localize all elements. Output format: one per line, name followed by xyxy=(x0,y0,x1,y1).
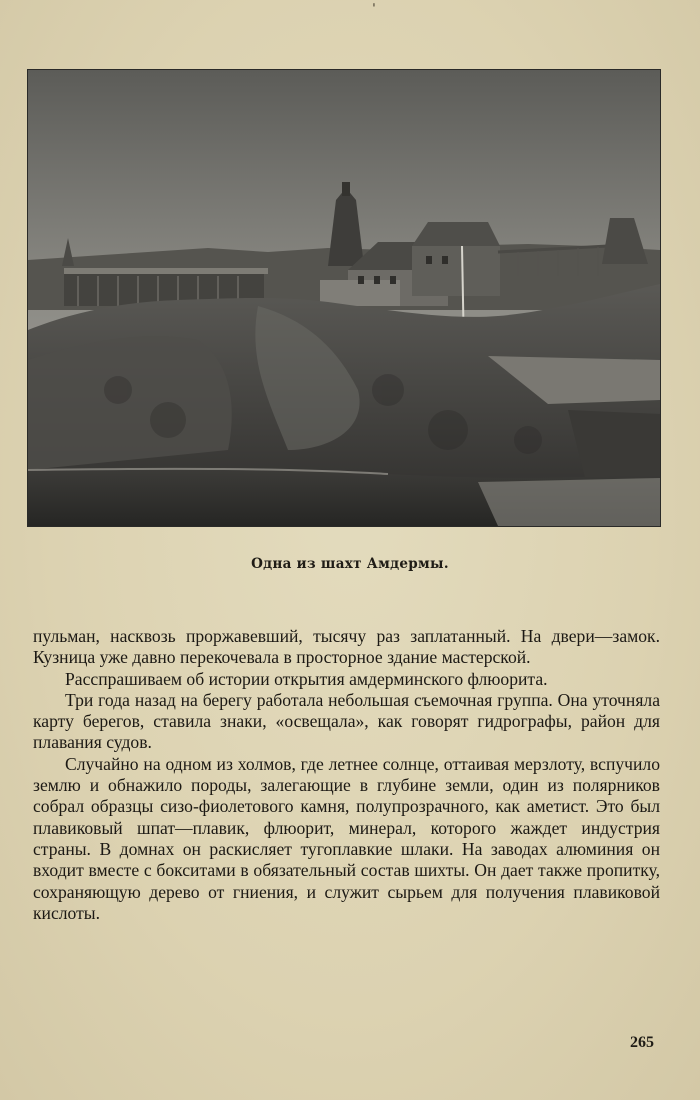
paragraph: Расспрашиваем об истории открытия амдерминского флюорита. xyxy=(65,668,548,689)
speck: ˈ xyxy=(372,2,376,18)
paragraph: пульман, насквозь проржавевший, тысячу раз заплатанный. На двери—замок. Кузница уже давно перекочевала в просторное здание мастерской. xyxy=(33,626,660,668)
photo-caption: Одна из шахт Амдермы. xyxy=(251,556,449,572)
paragraph: Случайно на одном из холмов, где летнее солнце, оттаивая мерзлоту, вспучило землю и обнажило породы, залегающие в глубине земли, один из полярников собрал образцы сизо-фиолетового камня, полупрозрачного, как аметист. Это был плавиковый шпат—плавик, флюорит, минерал, которого жаждет индустрия страны. В домнах он раскисляет тугоплавкие шлаки. На заводах алюминия он входит вместе с бокситами в обязательный состав шихты. Он дает также пропитку, сохраняющую дерево от гниения, и служит сырьем для получения плавиковой кислоты. xyxy=(33,753,660,923)
paragraph: Три года назад на берегу работала небольшая съемочная группа. Она уточняла карту берегов, ставила знаки, «освещала», как говорят гидрографы, район для плавания судов. xyxy=(33,689,660,753)
mine-photograph xyxy=(28,70,660,526)
mine-photograph-image xyxy=(28,70,660,526)
article-body xyxy=(33,626,660,924)
page-number: 265 xyxy=(630,1034,654,1051)
